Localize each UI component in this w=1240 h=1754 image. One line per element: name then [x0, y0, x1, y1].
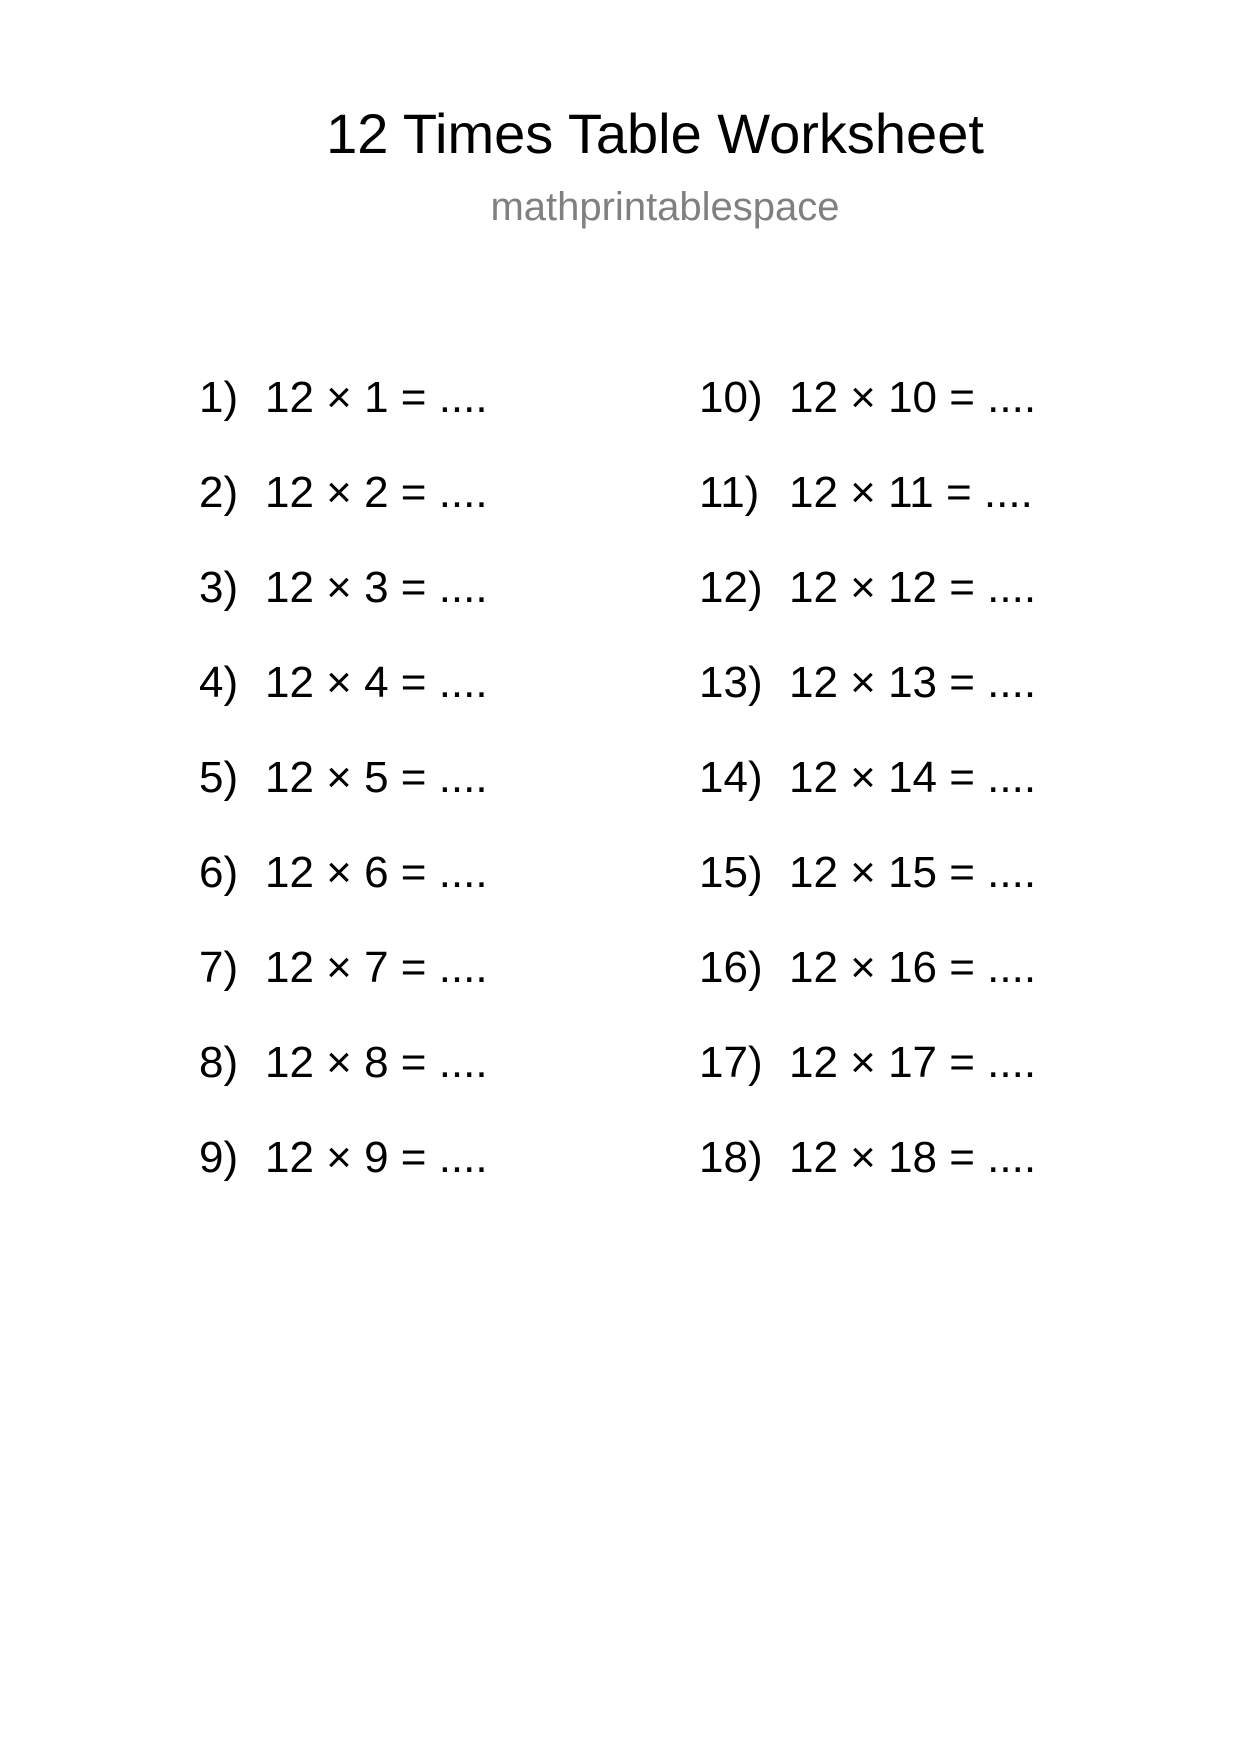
- problem-number: 8): [199, 1037, 239, 1087]
- problem-item: [699, 635, 1036, 730]
- problem-expression: 12 × 17 = ....: [789, 1037, 1037, 1087]
- problem-number: 9): [199, 1132, 239, 1182]
- problem-number: 3): [199, 562, 239, 612]
- worksheet-subtitle: mathprintablespace: [490, 185, 840, 229]
- problem-item: [199, 445, 488, 540]
- problem-expression: 12 × 1 = ....: [265, 372, 488, 422]
- problem-expression: 12 × 9 = ....: [265, 1132, 488, 1182]
- problem-expression: 12 × 4 = ....: [265, 657, 488, 707]
- problem-number: 7): [199, 942, 239, 992]
- problem-expression: 12 × 7 = ....: [265, 942, 488, 992]
- problem-number: 18): [699, 1132, 763, 1182]
- problem-expression: 12 × 8 = ....: [265, 1037, 488, 1087]
- problem-item: [199, 1110, 488, 1205]
- problem-item: [699, 350, 1036, 445]
- problem-number: 13): [699, 657, 763, 707]
- problem-item: [199, 540, 488, 635]
- problem-expression: 12 × 3 = ....: [265, 562, 488, 612]
- problem-item: [699, 825, 1036, 920]
- problem-number: 4): [199, 657, 239, 707]
- problem-item: [699, 1015, 1036, 1110]
- problem-number: 10): [699, 372, 763, 422]
- problem-item: [699, 1110, 1036, 1205]
- problem-number: 6): [199, 847, 239, 897]
- problem-number: 12): [699, 562, 763, 612]
- problem-expression: 12 × 5 = ....: [265, 752, 488, 802]
- problem-number: 5): [199, 752, 239, 802]
- problem-expression: 12 × 10 = ....: [789, 372, 1037, 422]
- problem-expression: 12 × 11 = ....: [789, 467, 1033, 517]
- problem-item: [199, 920, 488, 1015]
- problem-number: 17): [699, 1037, 763, 1087]
- problem-item: [199, 350, 488, 445]
- problem-expression: 12 × 18 = ....: [789, 1132, 1037, 1182]
- problem-number: 14): [699, 752, 763, 802]
- problem-expression: 12 × 6 = ....: [265, 847, 488, 897]
- problem-expression: 12 × 16 = ....: [789, 942, 1037, 992]
- problem-item: [699, 540, 1036, 635]
- problem-item: [199, 825, 488, 920]
- problem-item: [199, 730, 488, 825]
- problem-expression: 12 × 2 = ....: [265, 467, 488, 517]
- problem-number: 15): [699, 847, 763, 897]
- problem-item: [699, 920, 1036, 1015]
- problem-expression: 12 × 14 = ....: [789, 752, 1037, 802]
- worksheet-title: 12 Times Table Worksheet: [326, 102, 984, 165]
- problem-number: 1): [199, 372, 239, 422]
- problem-number: 2): [199, 467, 239, 517]
- problem-column-left: [199, 350, 488, 1205]
- problem-item: [699, 730, 1036, 825]
- problem-number: 11): [699, 467, 760, 517]
- problem-item: [199, 635, 488, 730]
- problem-item: [199, 1015, 488, 1110]
- problem-expression: 12 × 12 = ....: [789, 562, 1037, 612]
- problem-number: 16): [699, 942, 763, 992]
- problem-column-right: [699, 350, 1036, 1205]
- problem-item: [699, 445, 1036, 540]
- problem-expression: 12 × 15 = ....: [789, 847, 1037, 897]
- problem-expression: 12 × 13 = ....: [789, 657, 1037, 707]
